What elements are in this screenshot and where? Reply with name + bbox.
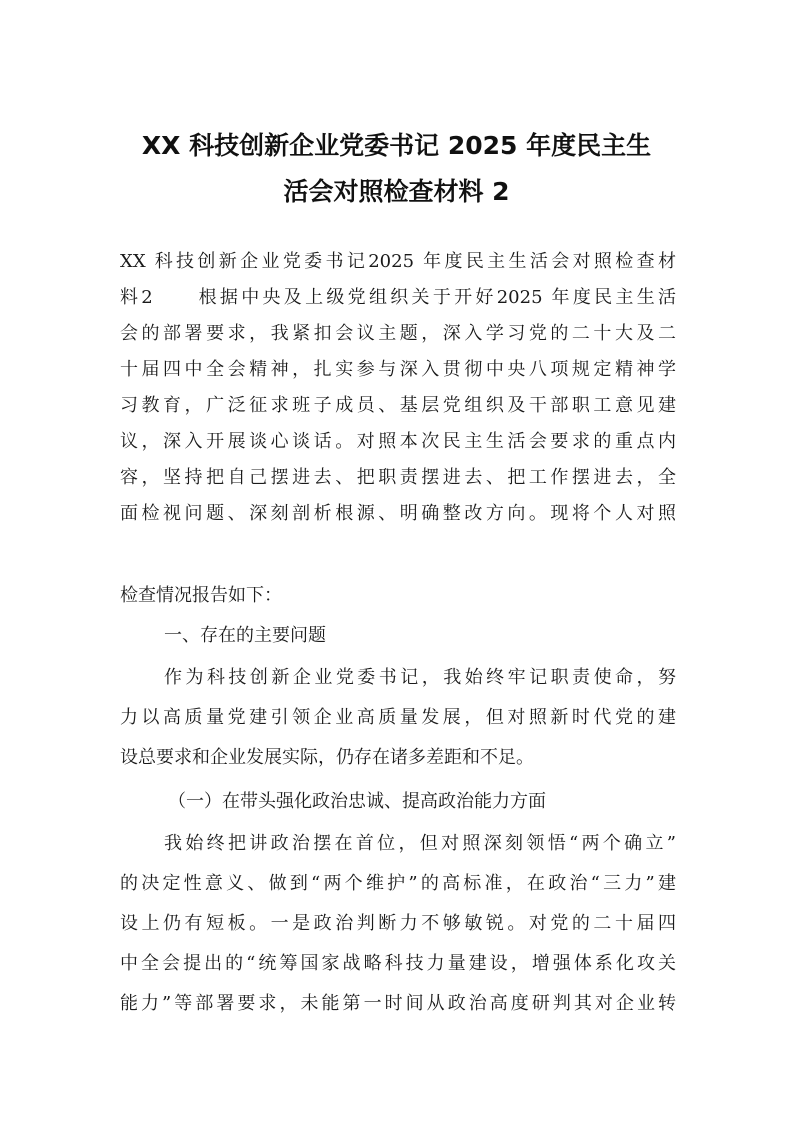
body-line: 的决定性意义、做到“两个维护”的高标准，在政治“三力”建 (120, 873, 676, 894)
body-line: 设总要求和企业发展实际，仍存在诸多差距和不足。 (120, 747, 534, 768)
body-line: 能力”等部署要求，未能第一时间从政治高度研判其对企业转 (120, 993, 676, 1014)
document-title-line-1: XX 科技创新企业党委书记 2025 年度民主生 (141, 131, 652, 160)
body-line: 习教育，广泛征求班子成员、基层党组织及干部职工意见建 (120, 395, 676, 416)
body-line: 检查情况报告如下： (120, 585, 282, 606)
body-line: 我始终把讲政治摆在首位，但对照深刻领悟“两个确立” (164, 833, 676, 854)
body-line: 力以高质量党建引领企业高质量发展，但对照新时代党的建 (120, 707, 676, 728)
document-title-line-2: 活会对照检查材料 2 (283, 177, 510, 206)
body-line: 中全会提出的“统筹国家战略科技力量建设，增强体系化攻关 (120, 953, 676, 974)
body-line: 面检视问题、深刻剖析根源、明确整改方向。现将个人对照 (120, 503, 676, 524)
body-line: 作为科技创新企业党委书记，我始终牢记职责使命，努 (164, 667, 676, 688)
body-line: 设上仍有短板。一是政治判断力不够敏锐。对党的二十届四 (120, 913, 676, 934)
body-line: 容，坚持把自己摆进去、把职责摆进去、把工作摆进去，全 (120, 467, 676, 488)
body-line: 十届四中全会精神，扎实参与深入贯彻中央八项规定精神学 (120, 359, 676, 380)
section-heading: 一、存在的主要问题 (164, 625, 326, 646)
body-line: 料2 根据中央及上级党组织关于开好2025 年度民主生活 (120, 287, 676, 308)
body-line: 议，深入开展谈心谈话。对照本次民主生活会要求的重点内 (120, 431, 676, 452)
body-line: 会的部署要求，我紧扣会议主题，深入学习党的二十大及二 (120, 323, 676, 344)
body-line: XX 科技创新企业党委书记2025 年度民主生活会对照检查材 (120, 251, 676, 272)
subsection-heading: （一）在带头强化政治忠诚、提高政治能力方面 (168, 791, 546, 812)
